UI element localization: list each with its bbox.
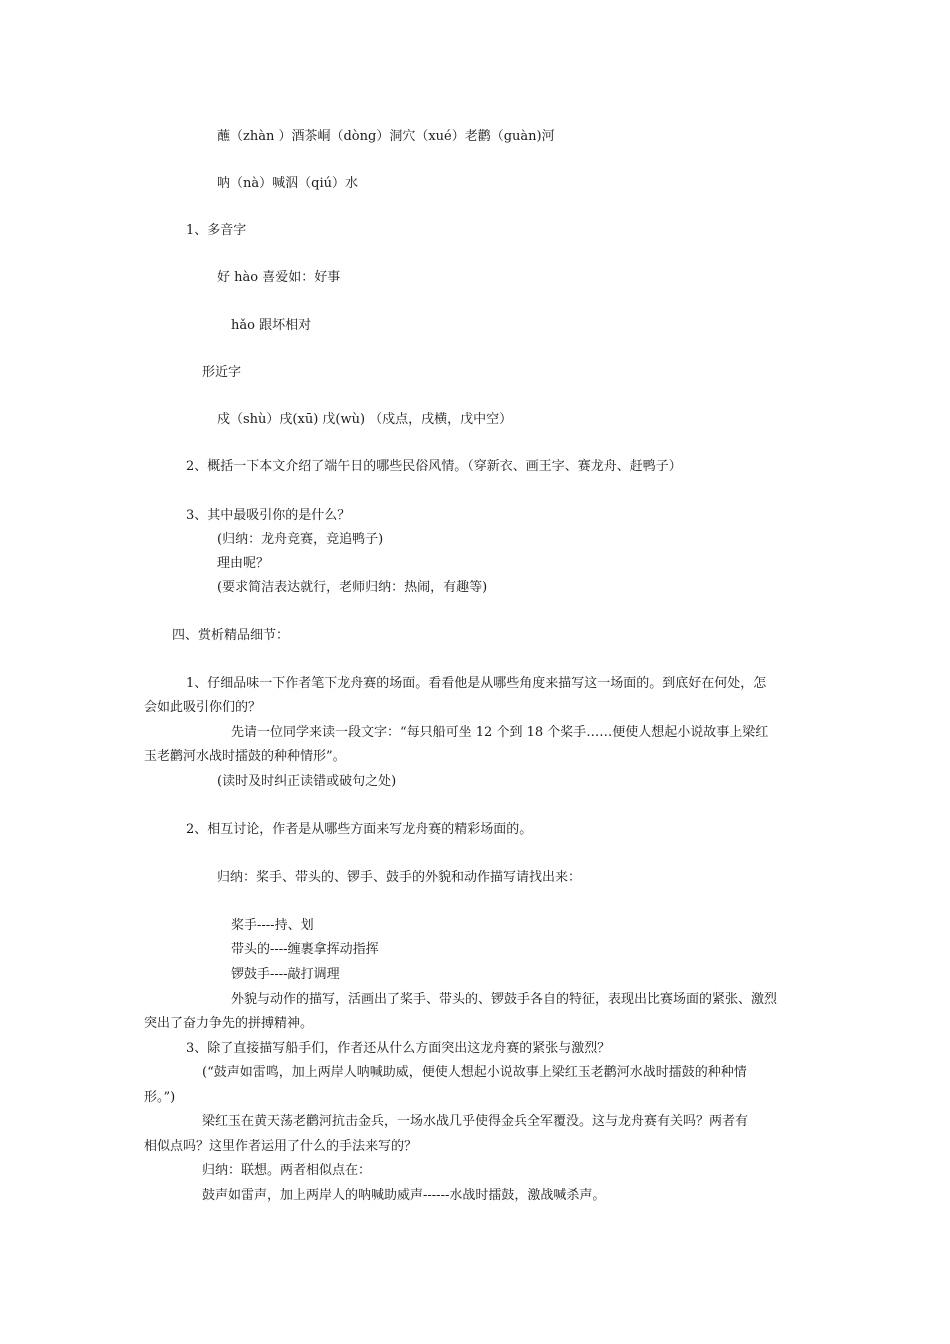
vocab-line-2: 呐（nà）喊泅（qiú）水 xyxy=(217,176,358,191)
item-1-line-2: 会如此吸引你们的？ xyxy=(144,700,262,715)
item-2-summary: 归纳：桨手、带头的、锣手、鼓手的外貌和动作描写请找出来： xyxy=(217,870,582,885)
analysis-line-1: 外貌与动作的描写，活画出了桨手、带头的、锣鼓手各自的特征，表现出比赛场面的紧张、激烈 xyxy=(231,992,778,1007)
question-3-reason: 理由呢？ xyxy=(217,556,270,571)
paddler-line: 桨手----持、划 xyxy=(231,918,314,933)
item-2-heading: 2、相互讨论，作者是从哪些方面来写龙舟赛的精彩场面的。 xyxy=(186,822,533,837)
item-3-quote-line-1: (“鼓声如雷鸣，加上两岸人呐喊助威，便使人想起小说故事上梁红玉老鹳河水战时擂鼓的种种情 xyxy=(202,1065,747,1080)
polyphonic-line-2: hǎo 跟坏相对 xyxy=(231,318,312,333)
item-3-similarity: 鼓声如雷声，加上两岸人的呐喊助威声------水战时擂鼓，激战喊杀声。 xyxy=(202,1188,606,1203)
item-3-quote-line-2: 形。”) xyxy=(144,1090,176,1105)
question-3-note: (要求简洁表达就行，老师归纳：热闹，有趣等) xyxy=(217,580,488,595)
similar-chars-heading: 形近字 xyxy=(202,365,242,380)
item-3-summary: 归纳：联想。两者相似点在： xyxy=(202,1163,372,1178)
question-3: 3、其中最吸引你的是什么？ xyxy=(186,508,351,523)
item-1-line-1: 1、仔细品味一下作者笔下龙舟赛的场面。看看他是从哪些角度来描写这一场面的。到底好在何处，怎 xyxy=(186,676,767,691)
leader-line: 带头的----缠裹拿挥动指挥 xyxy=(231,942,379,957)
item-3-heading: 3、除了直接描写船手们，作者还从什么方面突出这龙舟赛的紧张与激烈？ xyxy=(186,1041,611,1056)
polyphonic-line-1: 好 hào 喜爱如：好事 xyxy=(217,270,341,285)
item-1-read-note: (读时及时纠正读错或破句之处) xyxy=(217,774,397,789)
item-1-read-line-2: 玉老鹳河水战时擂鼓的种种情形”。 xyxy=(144,749,346,764)
section-4-heading: 四、赏析精品细节： xyxy=(172,628,290,643)
question-3-summary: (归纳：龙舟竞赛，竞追鸭子) xyxy=(217,532,384,547)
similar-chars-line: 戍（shù）戌(xū) 戊(wù) （戍点，戌横，戊中空） xyxy=(217,412,513,427)
item-3-context-line-2: 相似点吗？这里作者运用了什么的手法来写的？ xyxy=(144,1139,418,1154)
drummer-line: 锣鼓手----敲打调理 xyxy=(231,967,340,982)
item-1-read-line-1: 先请一位同学来读一段文字：“每只船可坐 12 个到 18 个桨手……便使人想起小说故事上梁红 xyxy=(231,725,769,740)
section-polyphonic-heading: 1、多音字 xyxy=(186,223,247,238)
analysis-line-2: 突出了奋力争先的拼搏精神。 xyxy=(144,1016,314,1031)
question-2: 2、概括一下本文介绍了端午日的哪些民俗风情。（穿新衣、画王字、赛龙舟、赶鸭子） xyxy=(186,459,682,474)
vocab-line-1: 蘸（zhàn ）酒茶峒（dòng）洞穴（xué）老鹳（guàn)河 xyxy=(217,129,555,144)
item-3-context-line-1: 梁红玉在黄天荡老鹳河抗击金兵，一场水战几乎使得金兵全军覆没。这与龙舟赛有关吗？两者有 xyxy=(202,1114,749,1129)
